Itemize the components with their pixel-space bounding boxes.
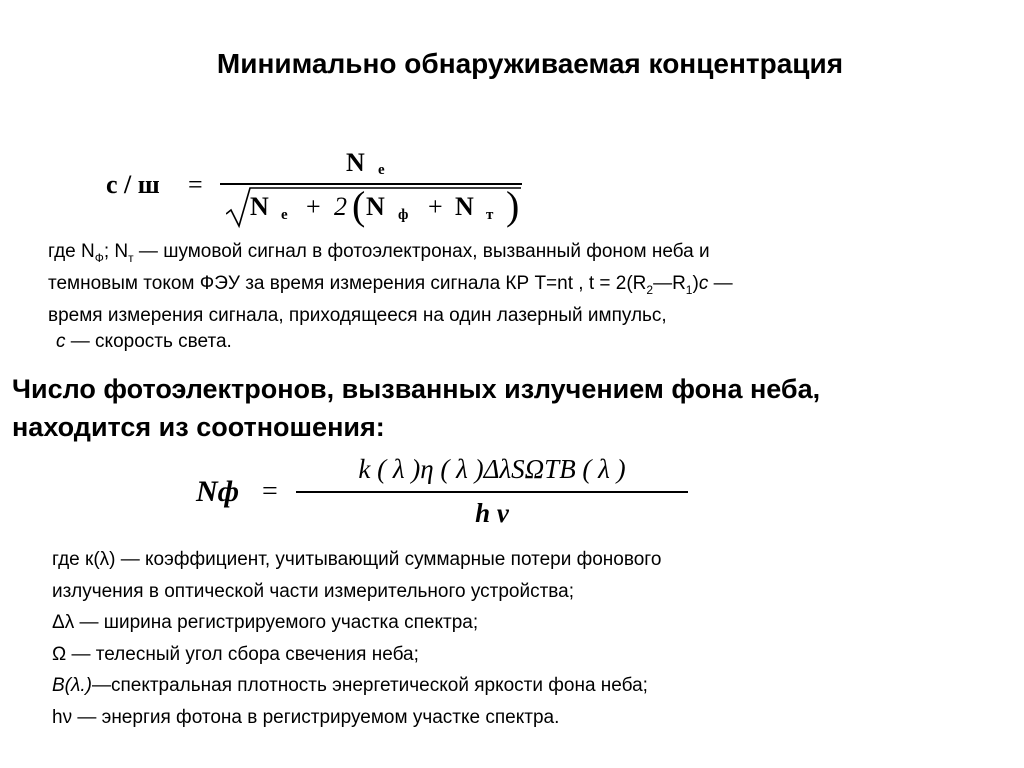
explanation-2-line-1: где к(λ) — коэффициент, учитывающий суммарные потери фонового <box>52 549 662 570</box>
explanation-2-line-5: B(λ.)—спектральная плотность энергетической яркости фона неба; <box>52 675 648 696</box>
explanation-1-line-2: темновым током ФЭУ за время измерения сигнала КР T=nt , $t = 2(R_2—R_1)c$ — <box>48 272 733 297</box>
formula2-equals: = <box>262 476 278 507</box>
den-plus-1: + <box>306 192 321 221</box>
explanation-2-line-2: излучения в оптической части измерительного устройства; <box>52 580 575 602</box>
den-N-f: N <box>366 192 385 221</box>
den-sub-f: ф <box>398 207 409 223</box>
den-two: 2 <box>334 192 347 221</box>
den-N-t: N <box>455 192 474 221</box>
explanation-1-line-4: c — скорость света. <box>56 330 232 352</box>
den-plus-2: + <box>428 192 443 221</box>
formula2-denominator: h ν <box>475 498 509 528</box>
explanation-2-line-6: hν — энергия фотона в регистрируемом участке спектра. <box>52 706 560 728</box>
open-paren: ( <box>352 183 366 228</box>
formula-equals: = <box>188 170 203 199</box>
formula2-numerator: k ( λ )η ( λ )ΔλSΩTB ( λ ) <box>358 454 626 484</box>
formula-snr <box>0 0 1024 240</box>
den-sub-e: e <box>281 207 288 223</box>
close-paren: ) <box>506 183 520 228</box>
explanation-2-line-4: Ω — телесный угол сбора свечения неба; <box>52 643 419 665</box>
den-sub-t: т <box>486 207 494 223</box>
fraction-line <box>220 183 522 185</box>
numerator-sub: e <box>378 162 385 178</box>
numerator-N: N <box>346 148 365 177</box>
formula-lhs: c / ш <box>106 170 160 199</box>
page-title: Минимально обнаруживаемая концентрация <box>216 48 844 79</box>
explanation-1-line-1: где $N_Ф$; $N_т$ — шумовой сигнал в фотоэлектронах, вызванный фоном неба и <box>48 241 710 265</box>
section-heading: Число фотоэлектронов, вызванных излучением фона неба, находится из соотношения: <box>12 374 821 442</box>
explanation-1-line-3: время измерения сигнала, приходящееся на один лазерный импульс, <box>48 304 667 326</box>
formula-background-photons <box>0 440 1024 540</box>
den-N-e: N <box>250 192 269 221</box>
explanation-1 <box>48 239 998 355</box>
explanation-2-line-3: Δλ — ширина регистрируемого участка спектра; <box>52 612 479 633</box>
explanation-2 <box>52 544 1002 733</box>
formula2-lhs: Nф <box>196 475 240 508</box>
formula2-fraction-line <box>296 491 688 493</box>
